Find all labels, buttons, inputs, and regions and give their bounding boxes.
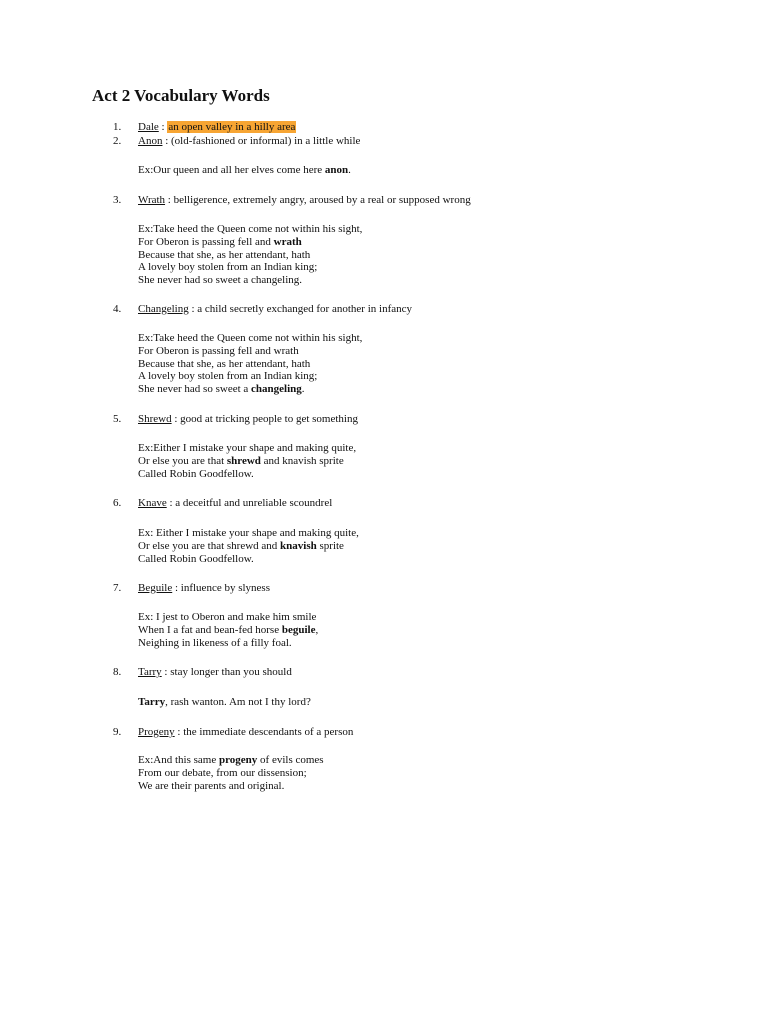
term-separator: :	[165, 194, 174, 206]
example-text: Called Robin Goodfellow.	[138, 552, 254, 565]
example-text: and knavish sprite	[260, 454, 344, 467]
example-line	[138, 442, 356, 455]
example-line	[138, 274, 362, 287]
definition: stay longer than you should	[170, 666, 292, 678]
vocab-term: Shrewd	[138, 413, 172, 425]
example-text: Ex:Take heed the Queen come not within his sight,	[138, 332, 363, 344]
example-quote	[138, 527, 359, 565]
example-line	[138, 383, 362, 396]
definition-line	[138, 497, 332, 510]
example-text: From our debate, from our dissension;	[138, 766, 307, 779]
vocab-term: Tarry	[138, 666, 162, 678]
example-text: , rash wanton. Am not I thy lord?	[165, 696, 311, 708]
example-text: of evils comes	[257, 754, 324, 766]
vocab-term: Wrath	[138, 194, 166, 206]
example-line	[138, 164, 351, 177]
vocab-term: Progeny	[138, 726, 175, 738]
example-line	[138, 767, 324, 780]
example-line	[138, 455, 356, 468]
example-quote	[138, 164, 351, 177]
example-text: She never had so sweet a changeling.	[138, 274, 303, 287]
vocab-term: Beguile	[138, 582, 173, 594]
item-number: 5.	[113, 413, 122, 425]
vocab-term: Knave	[138, 497, 167, 509]
definition-line	[138, 135, 360, 148]
term-separator: :	[161, 666, 171, 678]
item-number: 9.	[113, 726, 122, 738]
example-quote	[138, 696, 311, 709]
example-line	[138, 637, 318, 650]
example-quote	[138, 442, 356, 480]
example-bold-word: shrewd	[226, 454, 261, 467]
example-line	[138, 540, 359, 553]
example-line	[138, 696, 311, 709]
definition: good at tricking people to get something	[180, 413, 358, 425]
item-number: 4.	[113, 303, 122, 315]
definition: influence by slyness	[180, 582, 270, 594]
example-bold-word: changeling	[251, 383, 302, 396]
definition: the immediate descendants of a person	[183, 726, 354, 738]
example-text: sprite	[316, 539, 344, 552]
definition-line	[138, 303, 412, 316]
example-text: Ex:Our queen and all her elves come here	[138, 164, 325, 176]
definition-line	[138, 194, 471, 207]
example-text: A lovely boy stolen from an Indian king;	[138, 261, 318, 274]
definition: a child secretly exchanged for another in infancy	[197, 303, 412, 315]
example-line	[138, 624, 318, 637]
example-text: When I a fat and bean-fed horse	[138, 623, 282, 636]
example-text: Because that she, as her attendant, hath	[138, 357, 311, 370]
example-text: .	[348, 164, 351, 176]
vocab-term: Anon	[138, 135, 163, 147]
term-separator: :	[172, 582, 181, 594]
example-line	[138, 261, 362, 274]
example-text: Ex:Take heed the Queen come not within his sight,	[138, 223, 363, 235]
item-number: 3.	[113, 194, 122, 206]
definition: (old-fashioned or informal) in a little while	[171, 135, 361, 147]
example-bold-word: knavish	[280, 539, 317, 552]
highlighted-definition: an open valley in a hilly area	[168, 121, 296, 133]
example-text: Ex:And this same	[138, 754, 219, 766]
example-text: ,	[315, 623, 319, 636]
example-line	[138, 345, 362, 358]
example-line	[138, 468, 356, 481]
item-number: 8.	[113, 666, 122, 678]
example-line	[138, 370, 362, 383]
example-text: Or else you are that shrewd and	[138, 539, 281, 552]
page-title: Act 2 Vocabulary Words	[92, 86, 270, 105]
example-bold-word: Tarry	[138, 696, 166, 708]
definition: a deceitful and unreliable scoundrel	[175, 497, 333, 509]
example-text: She never had so sweet a	[138, 383, 252, 396]
definition-line	[138, 413, 358, 426]
definition: belligerence, extremely angry, aroused by a real or supposed wrong	[173, 194, 471, 206]
example-bold-word: beguile	[281, 623, 316, 636]
item-number: 2.	[113, 135, 122, 147]
example-line	[138, 236, 362, 249]
example-line	[138, 358, 362, 371]
term-separator: :	[166, 497, 176, 509]
example-quote	[138, 223, 362, 287]
definition-line	[138, 121, 296, 134]
item-number: 7.	[113, 582, 122, 594]
example-quote	[138, 754, 324, 792]
vocab-term: Dale	[138, 121, 159, 133]
example-bold-word: progeny	[218, 754, 258, 766]
definition-line	[138, 726, 353, 739]
example-text: We are their parents and original.	[138, 779, 285, 792]
example-text: Ex: I jest to Oberon and make him smile	[138, 611, 317, 623]
example-text: For Oberon is passing fell and wrath	[138, 344, 299, 357]
item-number: 6.	[113, 497, 122, 509]
example-text: Ex: Either I mistake your shape and making quite,	[138, 527, 359, 539]
example-line	[138, 223, 362, 236]
example-text: Because that she, as her attendant, hath	[138, 248, 311, 261]
example-bold-word: wrath	[273, 235, 302, 248]
example-text: .	[301, 383, 305, 396]
example-line	[138, 611, 318, 624]
example-line	[138, 553, 359, 566]
example-quote	[138, 332, 362, 396]
example-text: Called Robin Goodfellow.	[138, 467, 254, 480]
example-line	[138, 249, 362, 262]
example-text: Or else you are that	[138, 454, 227, 467]
example-bold-word: anon	[324, 164, 349, 176]
example-quote	[138, 611, 318, 649]
example-text: Neighing in likeness of a filly foal.	[138, 636, 292, 649]
term-separator: :	[162, 135, 172, 147]
term-separator: :	[171, 413, 181, 425]
example-line	[138, 780, 324, 793]
example-text: A lovely boy stolen from an Indian king;	[138, 370, 318, 383]
example-text: For Oberon is passing fell and	[138, 235, 274, 248]
definition-line	[138, 666, 292, 679]
example-line	[138, 332, 362, 345]
example-text: Ex:Either I mistake your shape and making quite,	[138, 442, 357, 454]
term-separator: :	[188, 303, 198, 315]
item-number: 1.	[113, 121, 122, 133]
term-separator: :	[158, 121, 168, 133]
example-line	[138, 754, 324, 767]
example-line	[138, 527, 359, 540]
definition-line	[138, 582, 270, 595]
term-separator: :	[174, 726, 184, 738]
vocab-term: Changeling	[138, 303, 189, 315]
